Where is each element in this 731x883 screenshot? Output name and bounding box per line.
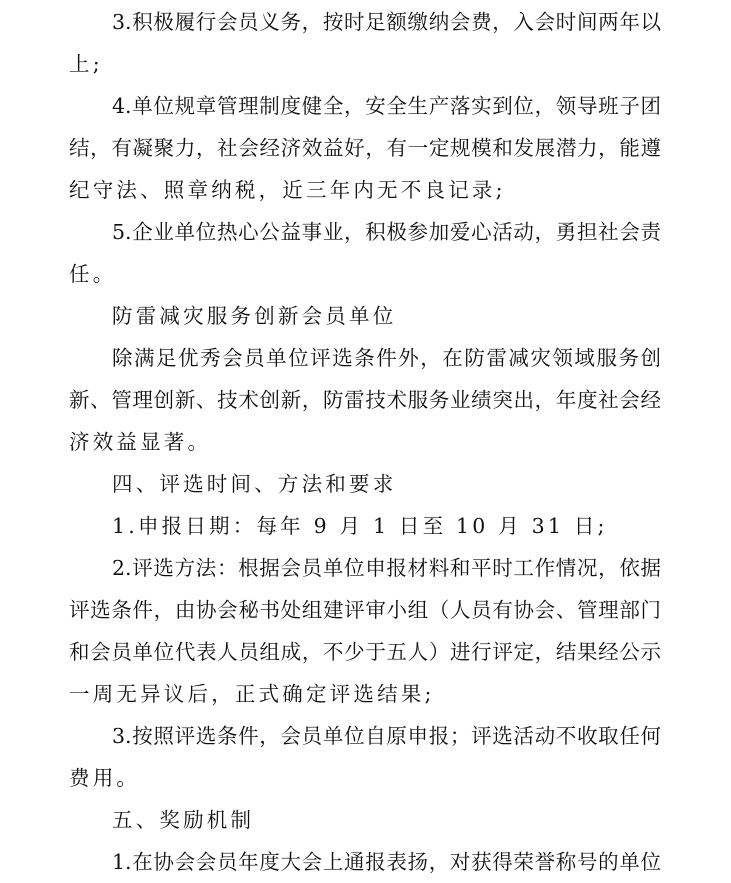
text-line: 费用。 [69,766,141,790]
text-line: 结，有凝聚力，社会经济效益好，有一定规模和发展潜力，能遵 [69,136,661,160]
text-line: 4.单位规章管理制度健全，安全生产落实到位，领导班子团 [112,94,661,118]
text-line: 新、管理创新、技术创新，防雷技术服务业绩突出，年度社会经 [69,388,661,412]
text-line: 5.企业单位热心公益事业，积极参加爱心活动，勇担社会责 [112,220,661,244]
text-line: 2.评选方法：根据会员单位申报材料和平时工作情况，依据 [112,556,661,580]
section-heading: 五、奖励机制 [112,808,255,832]
text-line: 和会员单位代表人员组成，不少于五人）进行评定，结果经公示 [69,640,661,664]
text-line: 3.按照评选条件，会员单位自原申报；评选活动不收取任何 [112,724,661,748]
text-line: 一周无异议后，正式确定评选结果; [69,682,435,706]
text-line: 任。 [69,262,117,286]
section-heading: 防雷减灾服务创新会员单位 [112,304,397,328]
section-heading: 四、评选时间、方法和要求 [112,472,397,496]
text-line: 1.在协会会员年度大会上通报表扬，对获得荣誉称号的单位 [112,850,661,874]
text-line: 3.积极履行会员义务，按时足额缴纳会费，入会时间两年以 [112,10,661,34]
text-line: 纪守法、照章纳税，近三年内无不良记录; [69,178,506,202]
text-line: 上; [69,52,103,76]
text-line: 评选条件，由协会秘书处组建评审小组（人员有协会、管理部门 [69,598,661,622]
text-line: 除满足优秀会员单位评选条件外，在防雷减灾领域服务创 [112,346,661,370]
text-line: 1.申报日期：每年 9 月 1 日至 10 月 31 日; [112,514,608,538]
text-line: 济效益显著。 [69,430,212,454]
